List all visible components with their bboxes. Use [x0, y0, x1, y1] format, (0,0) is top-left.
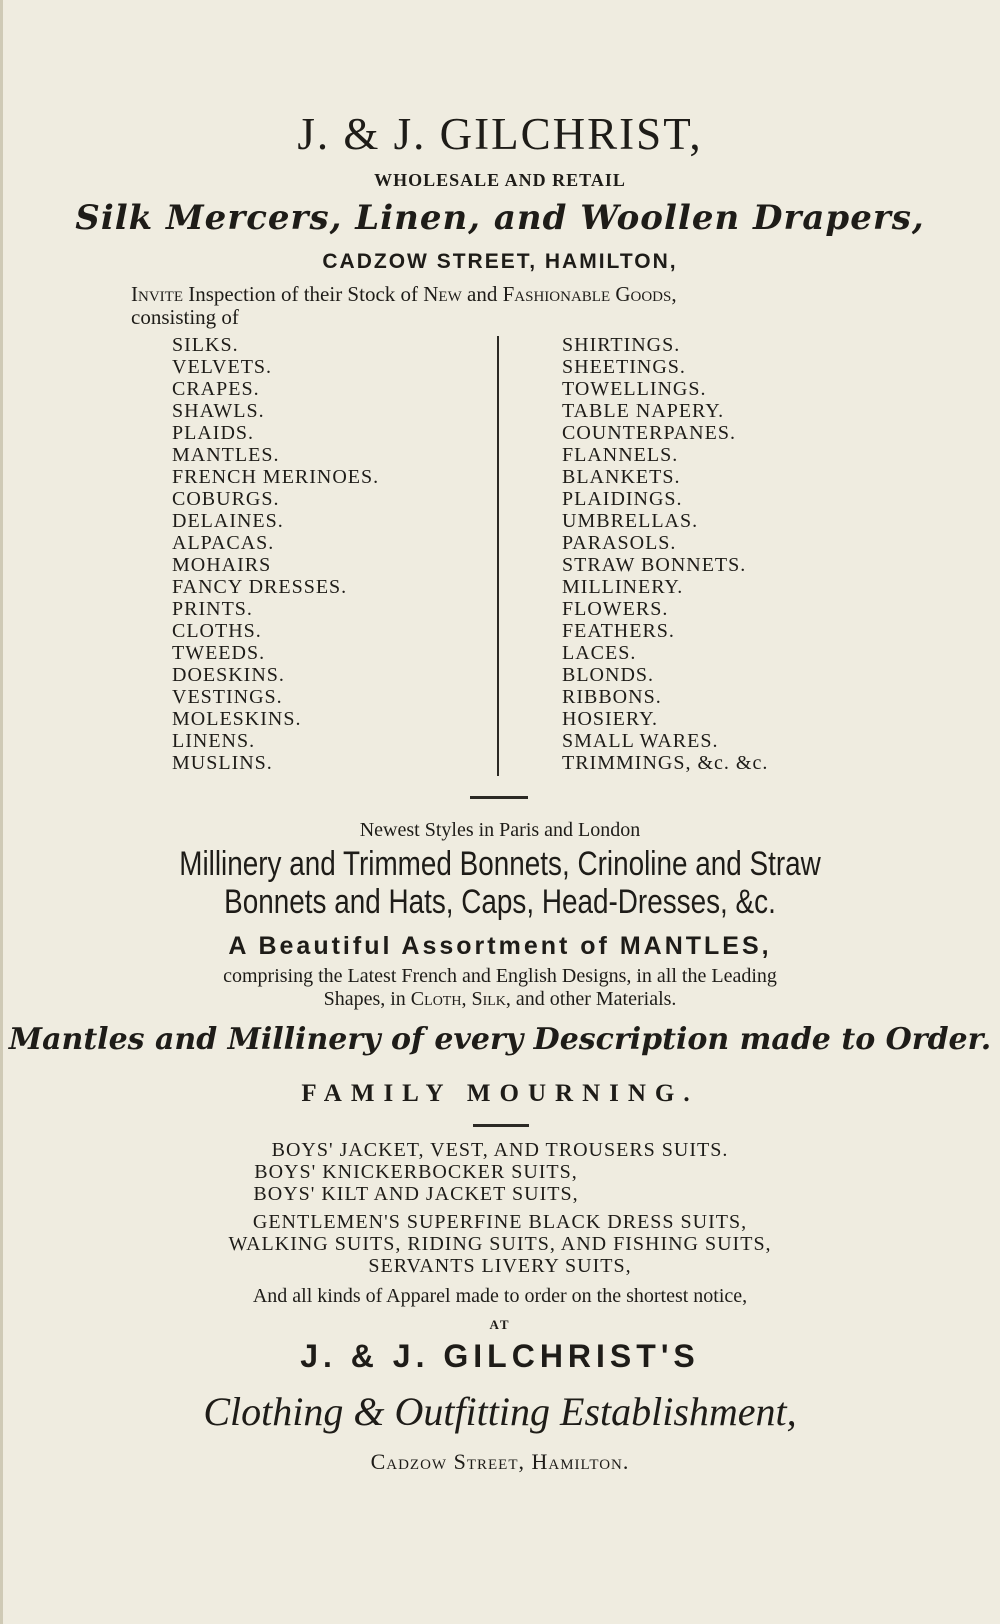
materials-text: , and other Materials.: [505, 988, 677, 1010]
goods-item: UMBRELLAS.: [562, 510, 699, 532]
goods-item: MILLINERY.: [562, 576, 684, 598]
comma-text: ,: [461, 988, 472, 1010]
newest-styles: Newest Styles in Paris and London: [359, 819, 641, 841]
goods-item: DOESKINS.: [172, 664, 285, 686]
cadzow-word: Cadzow: [370, 1449, 448, 1474]
goods-item: PRINTS.: [172, 598, 253, 620]
goods-item: MOHAIRS: [172, 554, 272, 576]
gentlemens-suits: [0, 1211, 1000, 1277]
firm-title: J. & J. GILCHRIST,: [297, 109, 703, 159]
goods-item: PLAIDS.: [172, 422, 255, 444]
silk-word: Silk: [471, 988, 506, 1010]
mantles-description: [0, 965, 1000, 1011]
invite-text: Inspection of their Stock of: [182, 282, 424, 306]
goods-item: COUNTERPANES.: [562, 422, 736, 444]
apparel-notice: And all kinds of Apparel made to order on the shortest notice,: [252, 1285, 748, 1307]
goods-item: RIBBONS.: [562, 686, 662, 708]
goods-item: HOSIERY.: [562, 708, 658, 730]
divider-rule: [470, 796, 528, 799]
column-divider: [497, 336, 499, 776]
goods-item: DELAINES.: [172, 510, 284, 532]
goods-item: SMALL WARES.: [562, 730, 719, 752]
firm-name-footer: J. & J. GILCHRIST'S: [300, 1338, 700, 1374]
mantles-line-1: comprising the Latest French and English Designs, in all the Leading: [223, 965, 777, 987]
at-label: AT: [489, 1317, 511, 1332]
goods-item: SHAWLS.: [172, 400, 265, 422]
goods-item: COBURGS.: [172, 488, 280, 510]
goods-item: FANCY DRESSES.: [172, 576, 348, 598]
suit-line: SERVANTS LIVERY SUITS,: [368, 1255, 632, 1277]
family-mourning: FAMILY MOURNING.: [301, 1080, 699, 1107]
goods-item: SILKS.: [172, 334, 239, 356]
hamilton-word: Hamilton: [531, 1449, 623, 1474]
goods-item: CRAPES.: [172, 378, 260, 400]
goods-item: FLOWERS.: [562, 598, 669, 620]
suit-line: GENTLEMEN'S SUPERFINE BLACK DRESS SUITS,: [252, 1211, 748, 1233]
goods-item: PARASOLS.: [562, 532, 677, 554]
goods-item: MANTLES.: [172, 444, 280, 466]
goods-item: BLANKETS.: [562, 466, 681, 488]
footer-address: Cadzow Street, Hamilton.: [370, 1449, 630, 1474]
goods-item: FRENCH MERINOES.: [172, 466, 380, 488]
street-address: CADZOW STREET, HAMILTON,: [322, 250, 678, 273]
goods-item: VELVETS.: [172, 356, 273, 378]
goods-item: VESTINGS.: [172, 686, 283, 708]
and-text: and: [461, 282, 503, 306]
goods-item: FEATHERS.: [562, 620, 675, 642]
invite-word: Invite: [131, 282, 183, 306]
goods-item: PLAIDINGS.: [562, 488, 683, 510]
goods-item: STRAW BONNETS.: [562, 554, 747, 576]
suit-line: BOYS' KNICKERBOCKER SUITS,: [254, 1161, 578, 1183]
goods-item: LINENS.: [172, 730, 256, 752]
suit-line: BOYS' JACKET, VEST, AND TROUSERS SUITS.: [271, 1139, 729, 1161]
comma-text: ,: [671, 282, 677, 306]
page-edge: [0, 0, 3, 1624]
invite-paragraph: [131, 283, 891, 329]
goods-list-right: [562, 334, 768, 774]
shapes-text: Shapes, in: [323, 988, 411, 1010]
goods-item: SHIRTINGS.: [562, 334, 681, 356]
divider-rule: [473, 1124, 529, 1127]
millinery-heading: [90, 845, 910, 921]
street-word: Street: [453, 1449, 519, 1474]
goods-item: FLANNELS.: [562, 444, 679, 466]
boys-suits: [0, 1139, 1000, 1205]
goods-item: SHEETINGS.: [562, 356, 686, 378]
suit-line: WALKING SUITS, RIDING SUITS, AND FISHING SUITS,: [228, 1233, 772, 1255]
mantles-line-2: [0, 988, 1000, 1011]
made-to-order: Mantles and Millinery of every Description made to Order.: [8, 1022, 992, 1057]
goods-item: LACES.: [562, 642, 637, 664]
new-word: New: [423, 282, 462, 306]
goods-item: CLOTHS.: [172, 620, 262, 642]
suit-line: BOYS' KILT AND JACKET SUITS,: [253, 1183, 579, 1205]
mantles-heading: A Beautiful Assortment of MANTLES,: [228, 932, 772, 960]
millinery-line-1: Millinery and Trimmed Bonnets, Crinoline and Straw: [179, 845, 821, 883]
goods-item: TWEEDS.: [172, 642, 266, 664]
fashionable-goods: Fashionable Goods: [502, 282, 672, 306]
goods-item: TABLE NAPERY.: [562, 400, 725, 422]
consisting-of: consisting of: [131, 305, 239, 329]
goods-item: MOLESKINS.: [172, 708, 302, 730]
goods-item: MUSLINS.: [172, 752, 273, 774]
goods-item: ALPACAS.: [172, 532, 275, 554]
cloth-word: Cloth: [410, 988, 462, 1010]
goods-item: TOWELLINGS.: [562, 378, 707, 400]
goods-list-left: [172, 334, 379, 774]
wholesale-subtitle: WHOLESALE AND RETAIL: [374, 170, 626, 190]
trade-description: Silk Mercers, Linen, and Woollen Drapers,: [75, 198, 925, 238]
millinery-line-2: Bonnets and Hats, Caps, Head-Dresses, &c.: [224, 883, 776, 921]
establishment-title: Clothing & Outfitting Establishment,: [203, 1389, 797, 1434]
goods-item: BLONDS.: [562, 664, 655, 686]
goods-item: TRIMMINGS, &c. &c.: [562, 752, 769, 774]
